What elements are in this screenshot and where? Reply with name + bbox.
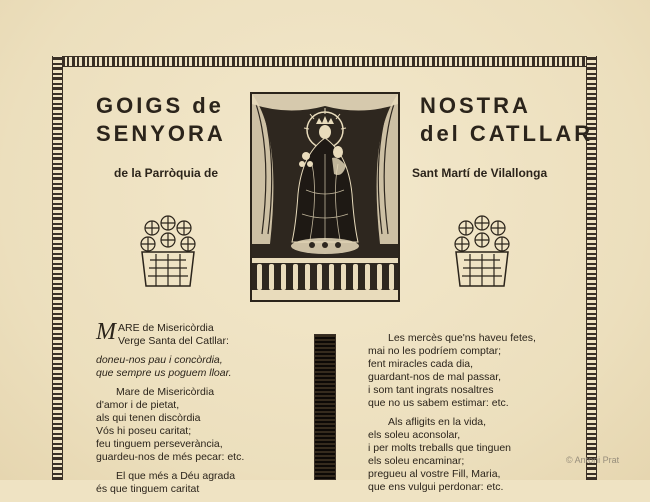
title-left-line1: GOIGS de — [96, 93, 224, 118]
subtitle-left: de la Parròquia de — [114, 166, 219, 180]
subtitle-right: Sant Martí de Vilallonga — [412, 166, 548, 180]
title-left — [96, 92, 226, 148]
ornamental-border-left — [52, 56, 63, 480]
title-right-line2: del CATLLAR — [420, 121, 594, 146]
virgin-woodcut-image — [250, 92, 400, 302]
verse-line: mai no les podríem comptar; — [368, 345, 502, 357]
verse-line: Mare de Misericòrdia — [116, 386, 215, 398]
verse-line: Verge Santa del Catllar: — [118, 335, 229, 347]
ornamental-center-strip — [314, 334, 336, 480]
verse-line: doneu-nos pau i concòrdia, — [96, 354, 223, 366]
stanza — [368, 416, 536, 494]
verse-line: Les mercès que'ns haveu fetes, — [388, 332, 536, 344]
stanza — [96, 470, 244, 496]
title-left-line2: SENYORA — [96, 121, 226, 146]
title-right — [420, 92, 593, 148]
verse-column-left — [96, 319, 245, 502]
title-right-line1: NOSTRA — [420, 93, 531, 118]
verse-line: El que més a Déu agrada — [116, 470, 236, 482]
verse-column-right — [368, 332, 536, 500]
ornamental-border-top — [52, 56, 597, 67]
flower-basket-icon — [138, 214, 198, 290]
stanza — [96, 386, 244, 464]
verse-line: guardeu-nos de més pecar: etc. — [96, 451, 245, 463]
verse-line: que sempre us poguem lloar. — [96, 367, 232, 379]
photo-watermark: © Antoni Prat — [566, 455, 620, 465]
verse-line: fent miracles cada dia, — [368, 358, 474, 370]
refrain — [96, 354, 244, 380]
flower-basket-icon — [452, 214, 512, 290]
verse-line: és que tinguem caritat — [96, 483, 200, 495]
verse-line: pregueu al vostre Fill, Maria, — [368, 468, 501, 480]
verse-line: als qui tenen discòrdia — [96, 412, 201, 424]
verse-line: els soleu aconsolar, — [368, 429, 461, 441]
verse-line: i per molts treballs que tinguen — [368, 442, 511, 454]
verse-line: els soleu encaminar; — [368, 455, 465, 467]
verse-line: d'amor i de pietat, — [96, 399, 180, 411]
dropcap-initial: M — [96, 319, 116, 345]
verse-line: Vós hi poseu caritat; — [96, 425, 192, 437]
verse-line: que no us sabem estimar: etc. — [368, 397, 509, 409]
verse-line: que ens vulgui perdonar: etc. — [368, 481, 504, 493]
verse-line: Als afligits en la vida, — [388, 416, 487, 428]
stanza — [96, 319, 244, 348]
verse-line: feu tinguem perseverància, — [96, 438, 223, 450]
stanza — [368, 332, 536, 410]
verse-line: guardant-nos de mal passar, — [368, 371, 502, 383]
verse-line: i som tant ingrats nosaltres — [368, 384, 494, 396]
verse-line: ARE de Misericòrdia — [118, 322, 214, 334]
